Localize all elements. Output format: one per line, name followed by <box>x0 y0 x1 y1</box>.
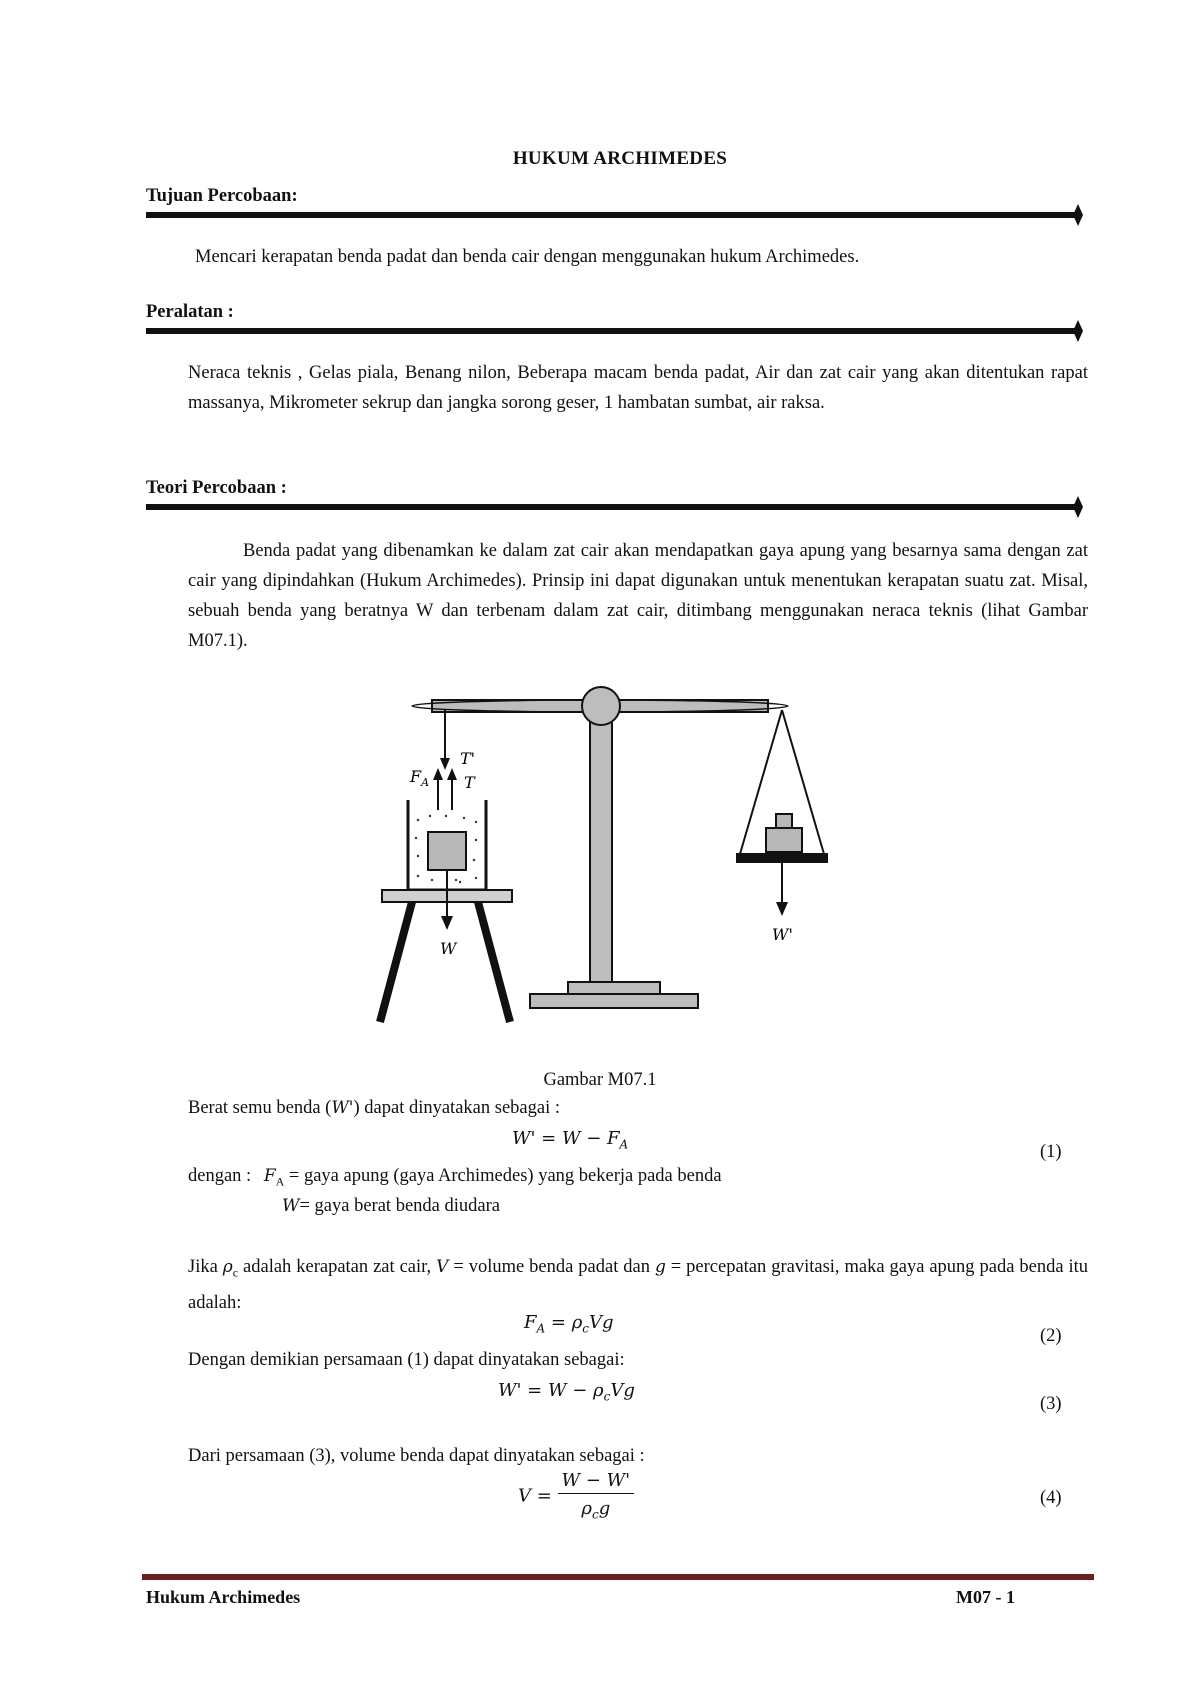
footer-page-number: M07 - 1 <box>956 1587 1015 1607</box>
dengan-line: dengan : $F_A$ = gaya apung (gaya Archimedes) yang bekerja pada benda <box>188 1166 722 1189</box>
label-w-prime: W' <box>772 925 793 944</box>
equation-4-fraction: $\frac{W - W'}{\rho_cg}$ <box>558 1470 634 1522</box>
teori-text: Benda padat yang dibenamkan ke dalam zat cair akan mendapatkan gaya apung yang besarnya sama dengan zat cair yang dipindahkan (Hukum Archimedes). Prinsip ini dapat digunakan untuk menentukan kerapatan suatu zat. Misal, sebuah benda yang beratnya W dan terbenam dalam zat cair, ditimbang menggunakan neraca teknis (lihat Gambar M07.1). <box>188 541 1088 651</box>
section-heading-peralatan: Peralatan : <box>146 302 234 322</box>
section-heading-teori: Teori Percobaan : <box>146 478 287 498</box>
equation-number-1: (1) <box>1040 1142 1062 1162</box>
label-w: W <box>440 939 457 958</box>
w-arrow <box>441 916 453 930</box>
submerged-object <box>428 832 466 870</box>
label-t-prime: T' <box>460 749 476 768</box>
fa-arrow <box>433 768 443 780</box>
equation-1: $W' = W - F_A$ <box>512 1128 629 1152</box>
w-prime-arrow <box>776 902 788 916</box>
section-rule <box>146 212 1076 218</box>
weight-block <box>766 828 802 852</box>
peralatan-text: Neraca teknis , Gelas piala, Benang nilon, Beberapa macam benda padat, Air dan zat cair yang akan ditentukan rapat massanya, Mikrometer sekrup dan jangka sorong geser, 1 hambatan sumbat, air raksa. <box>188 363 1088 413</box>
balance-column <box>590 718 612 988</box>
t-prime-arrow <box>440 758 450 770</box>
label-t: T <box>464 773 475 792</box>
w-definition-line: W= gaya berat benda diudara <box>282 1196 500 1216</box>
rule-end-marker <box>1073 204 1083 226</box>
section-rule <box>146 504 1076 510</box>
section-heading-tujuan: Tujuan Percobaan: <box>146 186 298 206</box>
figure-balance <box>360 680 840 1050</box>
dari-persamaan-line: Dari persamaan (3), volume benda dapat dinyatakan sebagai : <box>188 1446 645 1466</box>
equation-number-4: (4) <box>1040 1488 1062 1508</box>
right-pan <box>736 853 828 863</box>
balance-base <box>530 994 698 1008</box>
tujuan-text: Mencari kerapatan benda padat dan benda cair dengan menggunakan hukum Archimedes. <box>195 247 860 267</box>
equation-4: V = $\frac{W - W'}{\rho_cg}$ <box>518 1470 634 1522</box>
footer-rule <box>142 1574 1094 1580</box>
rule-end-marker <box>1073 320 1083 342</box>
figure-caption: Gambar M07.1 <box>543 1070 657 1090</box>
stand-leg-left <box>380 902 412 1022</box>
equation-3: $W' = W - \rho_cVg$ <box>498 1380 635 1404</box>
balance-pivot <box>582 687 620 725</box>
label-fa: $F_A$ <box>410 767 430 789</box>
t-arrow <box>447 768 457 780</box>
stand-leg-right <box>478 902 510 1022</box>
footer-left: Hukum Archimedes <box>146 1587 301 1607</box>
berat-semu-line: Berat semu benda (W') dapat dinyatakan sebagai : <box>188 1098 560 1118</box>
equation-number-2: (2) <box>1040 1326 1062 1346</box>
page-title: HUKUM ARCHIMEDES <box>512 148 728 169</box>
section-rule <box>146 328 1076 334</box>
jika-paragraph: Jika $\rho_c$ adalah kerapatan zat cair, V = volume benda padat dan g = percepatan gravitasi, maka gaya apung pada benda itu adalah: <box>188 1257 1089 1313</box>
equation-2: $F_A = \rho_cVg$ <box>524 1312 614 1336</box>
rule-end-marker <box>1073 496 1083 518</box>
dengan-demikian-line: Dengan demikian persamaan (1) dapat dinyatakan sebagai: <box>188 1350 625 1370</box>
equation-number-3: (3) <box>1040 1394 1062 1414</box>
